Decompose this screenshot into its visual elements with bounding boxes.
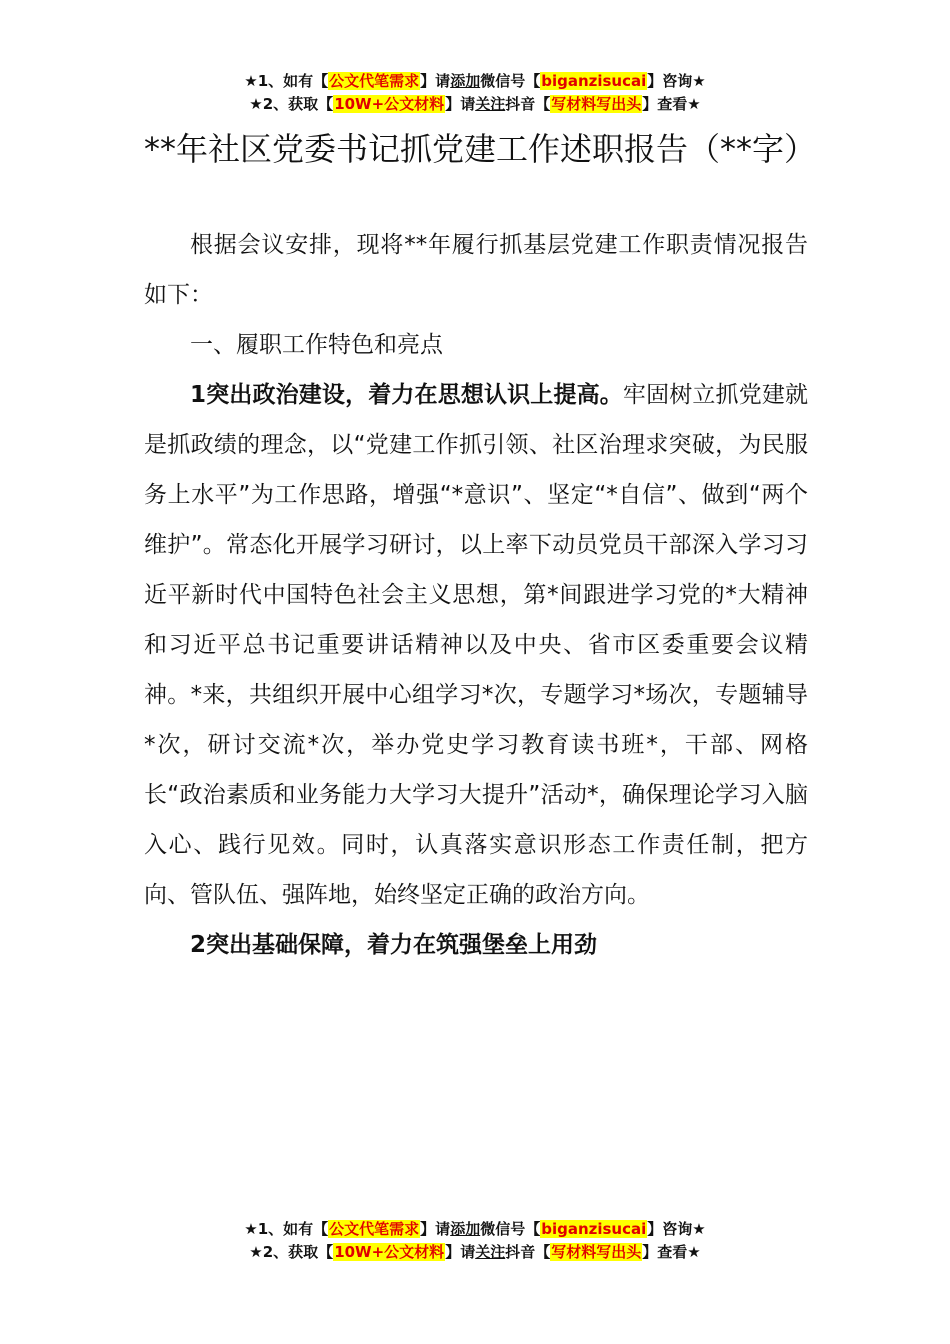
- footer-line-1-underline: 添加: [450, 1220, 481, 1238]
- intro-paragraph: 根据会议安排，现将**年履行抓基层党建工作职责情况报告如下：: [144, 232, 808, 308]
- point-1-paragraph: [144, 370, 808, 920]
- banner-line-2-highlight-douyin: 写材料写出头: [551, 95, 642, 113]
- footer-banner-line-2: [0, 1241, 950, 1264]
- banner-line-2-highlight-materials: 10W+公文材料: [334, 95, 445, 113]
- header-banner: [0, 70, 950, 116]
- footer-line-2-mid: 】请: [445, 1243, 476, 1261]
- banner-line-2-mid2: 抖音【: [505, 95, 551, 113]
- footer-line-2-highlight-douyin: 写材料写出头: [551, 1243, 642, 1261]
- banner-line-1-highlight-wechat: biganzisucai: [541, 72, 647, 90]
- banner-line-1-highlight-service: 公文代笔需求: [329, 72, 420, 90]
- footer-line-2-prefix: ★2、获取【: [249, 1243, 334, 1261]
- footer-banner-line-1: [0, 1218, 950, 1241]
- banner-line-1-mid2: 微信号【: [480, 72, 541, 90]
- point-2-heading: 2突出基础保障，着力在筑强堡垒上用劲: [190, 932, 598, 958]
- banner-line-2-mid: 】请: [445, 95, 476, 113]
- point-1-body: 牢固树立抓党建就是抓政绩的理念，以“党建工作抓引领、社区治理求突破，为民服务上水平”为工作思路，增强“*意识”、坚定“*自信”、做到“两个维护”。常态化开展学习研讨，以上率下动员党员干部深入学习习近平新时代中国特色社会主义思想，第*间跟进学习党的*大精神和习近平总书记重要讲话精神以及中央、省市区委重要会议精神。*来，共组织开展中心组学习*次，专题学习*场次，专题辅导*次，研讨交流*次，举办党史学习教育读书班*，干部、网格长“政治素质和业务能力大学习大提升”活动*，确保理论学习入脑入心、践行见效。同时，认真落实意识形态工作责任制，把方向、管队伍、强阵地，始终坚定正确的政治方向。: [144, 382, 808, 908]
- banner-line-1-underline: 添加: [450, 72, 481, 90]
- footer-line-2-mid2: 抖音【: [505, 1243, 551, 1261]
- banner-line-1: [0, 70, 950, 93]
- footer-line-1-mid2: 微信号【: [480, 1220, 541, 1238]
- banner-line-1-suffix: 】咨询★: [647, 72, 706, 90]
- footer-line-2-underline: 关注: [475, 1243, 506, 1261]
- document-body: [144, 220, 808, 970]
- banner-line-1-mid: 】请: [420, 72, 451, 90]
- footer-line-2-highlight-materials: 10W+公文材料: [334, 1243, 445, 1261]
- section-1-heading: 一、履职工作特色和亮点: [190, 332, 443, 358]
- footer-banner: [0, 1218, 950, 1264]
- point-1-heading: 1突出政治建设，着力在思想认识上提高。: [190, 382, 623, 408]
- banner-line-2-prefix: ★2、获取【: [249, 95, 334, 113]
- banner-line-1-prefix: ★1、如有【: [244, 72, 329, 90]
- footer-line-1-suffix: 】咨询★: [647, 1220, 706, 1238]
- document-title: **年社区党委书记抓党建工作述职报告（**字）: [144, 130, 817, 168]
- banner-line-2: [0, 93, 950, 116]
- footer-line-2-suffix: 】查看★: [642, 1243, 701, 1261]
- banner-line-2-suffix: 】查看★: [642, 95, 701, 113]
- footer-line-1-prefix: ★1、如有【: [244, 1220, 329, 1238]
- footer-line-1-highlight-service: 公文代笔需求: [329, 1220, 420, 1238]
- banner-line-2-underline: 关注: [475, 95, 506, 113]
- footer-line-1-highlight-wechat: biganzisucai: [541, 1220, 647, 1238]
- footer-line-1-mid: 】请: [420, 1220, 451, 1238]
